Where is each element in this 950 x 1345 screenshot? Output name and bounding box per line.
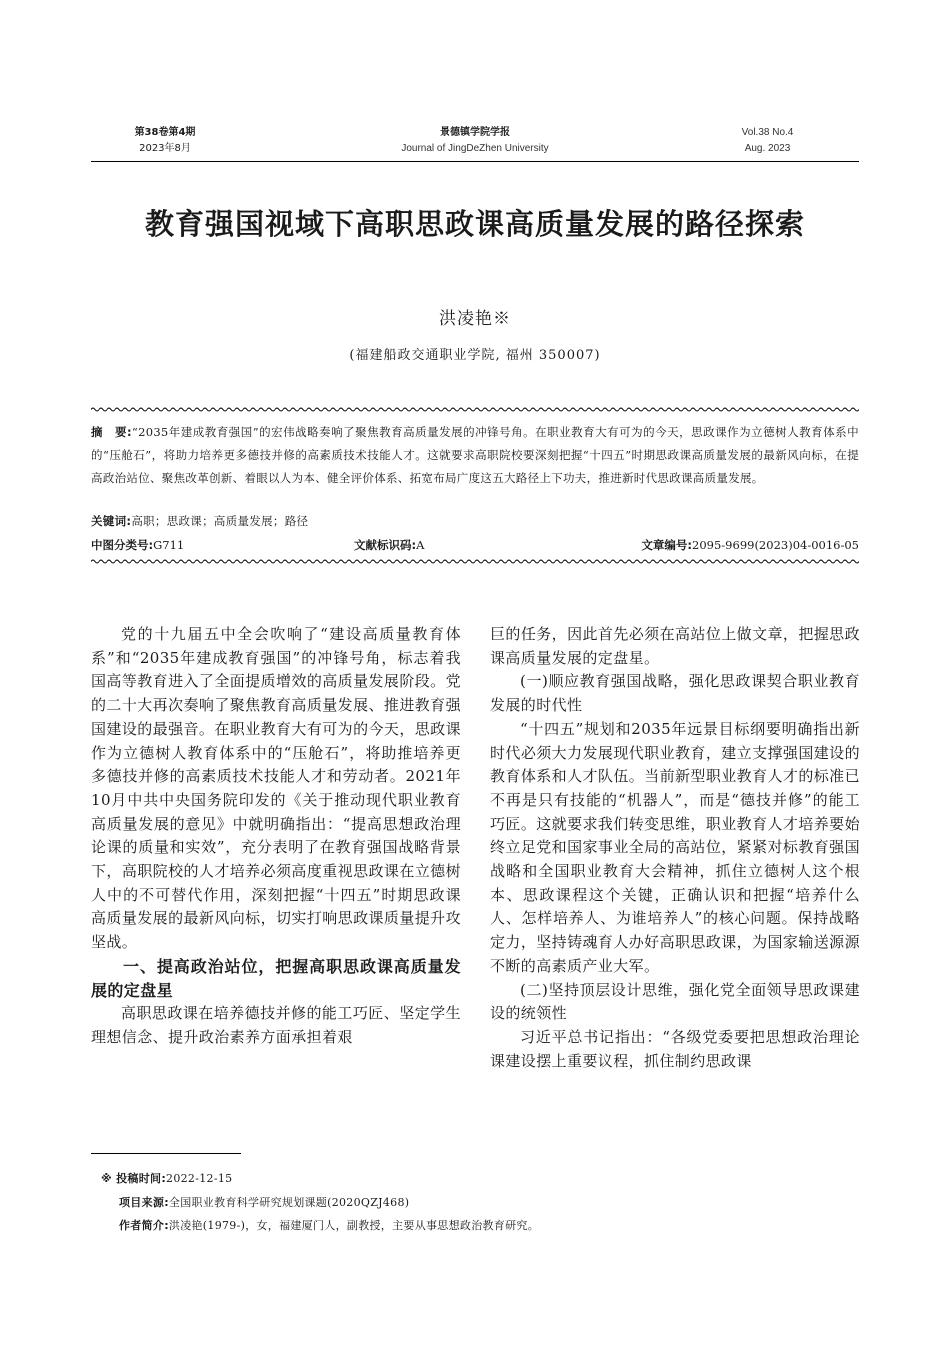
footnote-bio [101,1214,861,1238]
abstract-text: “2035年建成教育强国”的宏伟战略奏响了聚焦教育高质量发展的冲锋号角。在职业教育大有可为的今天，思政课作为立德树人教育体系中的“压舱石”，将助力培养更多德技并修的高素质技术技能人才。这就要求高职院校要深刻把握“十四五”时期思政课高质量发展的最新风向标，在提高政治站位、聚焦改革创新、着眼以人为本、健全评价体系、拓宽布局广度这五大路径上下功夫，推进新时代思政课高质量发展。 [91,425,859,485]
article-no-label: 文章编号: [641,538,693,552]
received-date: 2022-12-15 [166,1172,233,1185]
volume-issue-en: Vol.38 No.4 [741,127,794,138]
clc-value: G711 [153,538,185,552]
right-paragraph-3: 习近平总书记指出：“各级党委要把思想政治理论课建设摆上重要议程，抓住制约思政课 [490,1027,860,1070]
doc-code-label: 文献标识码: [354,538,417,552]
project-label: 项目来源: [119,1195,169,1209]
clc-group [91,535,184,555]
abstract [91,421,859,490]
left-paragraph-1: 党的十九届五中全会吹响了“建设高质量教育体系”和“2035年建成教育强国”的冲锋号角，标志着我国高等教育进入了全面提质增效的高质量发展阶段。党的二十大再次奏响了聚焦教育高质量发展、推进教育强国建设的最强音。在职业教育大有可为的今天，思政课作为立德树人教育体系中的“压舱石”，将助推培养更多德技并修的高素质技术技能人才和劳动者。2021年10月中共中央国务院印发的《关于推动现代职业教育高质量发展的意见》中就明确指出：“提高思想政治理论课的质量和实效”，充分表明了在教育强国战略背景下，高职院校的人才培养必须高度重视思政课在立德树人中的不可替代作用，深刻把握“十四五”时期思政课高质量发展的最新风向标，切实打响思政课质量提升攻坚战。 [91,625,461,952]
doc-code-group [354,535,424,555]
right-paragraph-2: “十四五”规划和2035年远景目标纲要明确指出新时代必须大力发展现代职业教育，建立支撑强国建设的教育体系和人才队伍。当前新型职业教育人才的标准已不再是只有技能的“机器人”，而是“德技并修”的能工巧匠。这就要求我们转变思维，职业教育人才培养要始终立足党和国家事业全局的高站位，紧紧对标教育强国战略和全国职业教育大会精神，抓住立德树人这个根本、思政课程这个关键，正确认识和把握“培养什么人、怎样培养人、为谁培养人”的核心问题。保持战略定力，坚持铸魂育人办好高职思政课，为国家输送源源不断的高素质产业大军。 [490,719,860,975]
keywords-label: 关键词: [91,514,132,528]
doc-code-value: A [416,538,425,552]
footnote-project [101,1191,861,1215]
body-left-column [91,623,461,1050]
bio-label: 作者简介: [119,1219,169,1232]
clc-label: 中图分类号: [91,538,154,552]
abstract-top-wavy-rule [91,406,859,413]
journal-name-cn: 景德镇学院学报 [440,127,510,138]
author-name: 洪凌艳※ [439,309,511,329]
volume-issue-cn: 第38卷第4期 [134,127,196,138]
project-source: 全国职业教育科学研究规划课题(2020QZJ468) [168,1195,410,1209]
header-center [325,125,625,157]
article-title: 教育强国视域下高职思政课高质量发展的路径探索 [144,207,805,241]
keywords-text: 高职；思政课；高质量发展；路径 [131,514,309,528]
body-right-column [490,623,860,1073]
right-paragraph-1: 巨的任务，因此首先必须在高站位上做文章，把握思政课高质量发展的定盘星。 [490,625,860,667]
section-heading-1: 一、提高政治站位，把握高职思政课高质量发展的定盘星 [91,956,461,1000]
header-right [715,125,820,157]
author-bio: 洪凌艳(1979-)，女，福建厦门人，副教授，主要从事思想政治教育研究。 [168,1219,539,1232]
author-affiliation: (福建船政交通职业学院, 福州 350007) [349,348,601,363]
abstract-label: 摘 要: [91,425,132,439]
article-no-group [641,535,859,555]
footnote-received [101,1167,861,1191]
date-cn: 2023年8月 [139,143,191,154]
date-en: Aug. 2023 [744,143,791,154]
subsection-heading-2: (二)坚持顶层设计思维，强化党全面领导思政课建设的统领性 [490,980,860,1023]
keywords [91,510,859,533]
subsection-heading-1: (一)顺应教育强国战略，强化思政课契合职业教育发展的时代性 [490,672,860,715]
received-label: ※ 投稿时间: [101,1172,167,1185]
header-rule [91,161,859,162]
left-paragraph-2: 高职思政课在培养德技并修的能工巧匠、坚定学生理想信念、提升政治素养方面承担着艰 [91,1004,461,1046]
abstract-bottom-wavy-rule [91,558,859,565]
footnote-rule [91,1153,241,1154]
footnote [101,1167,861,1238]
article-no-value: 2095-9699(2023)04-0016-05 [692,538,859,552]
journal-name-en: Journal of JingDeZhen University [401,143,549,154]
header-left [110,125,220,157]
